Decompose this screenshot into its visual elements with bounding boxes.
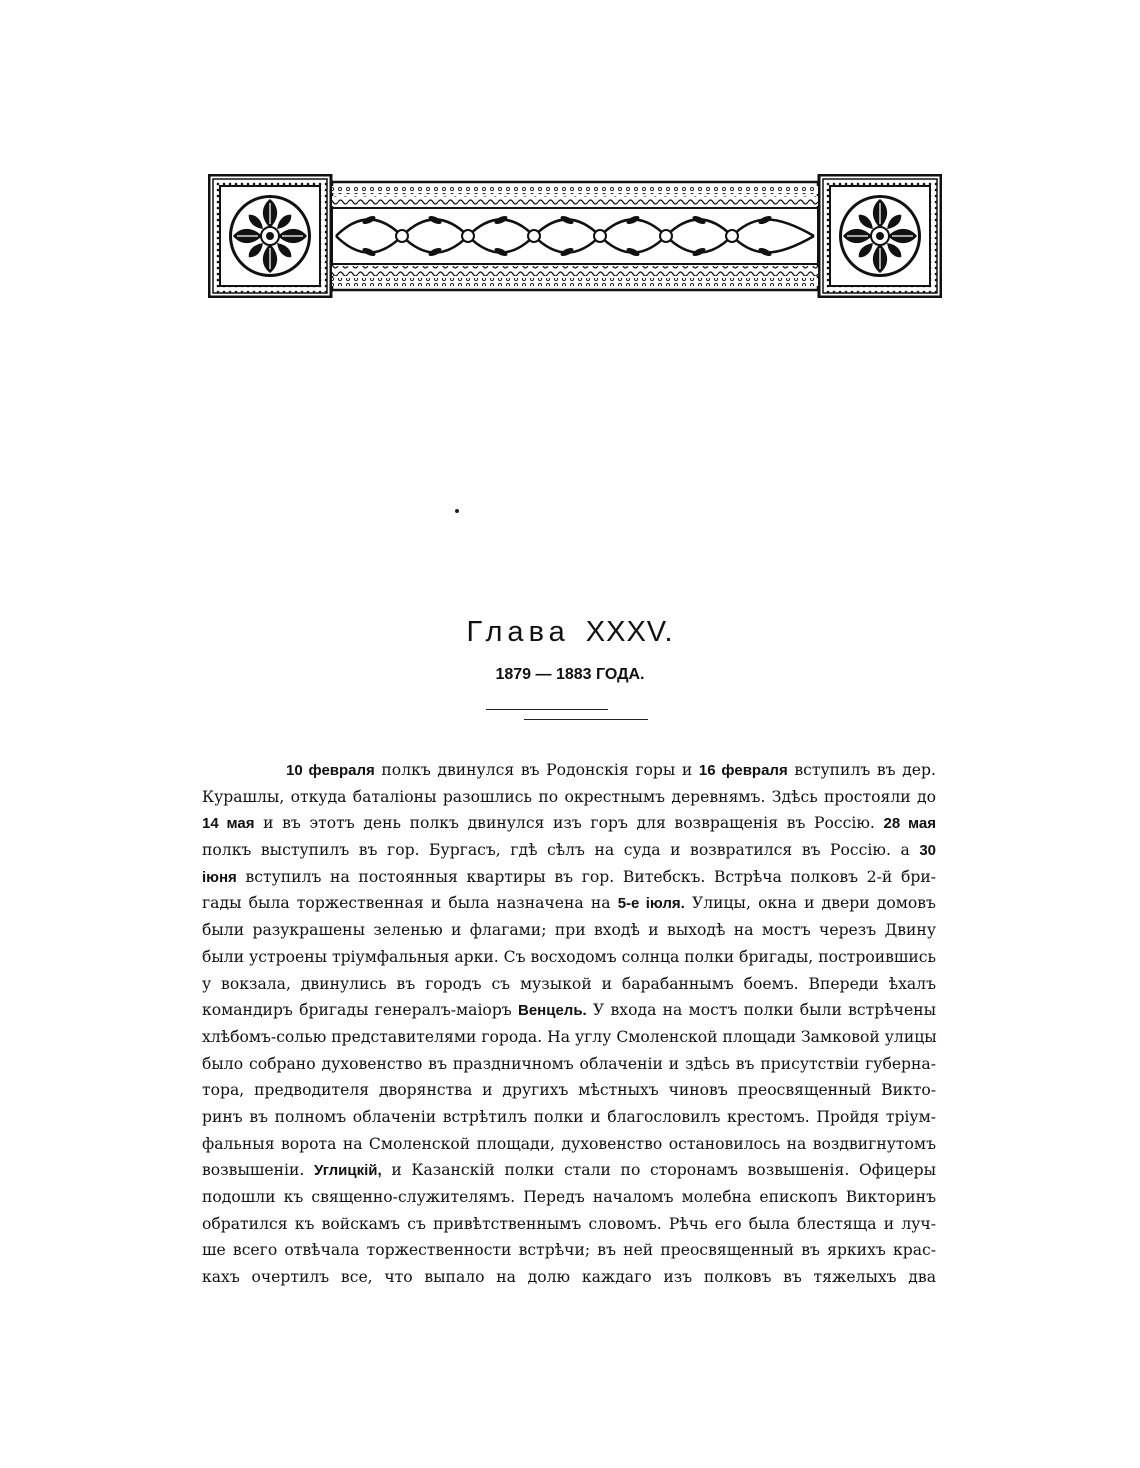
text-run: полкъ выступилъ въ гор. Бургасъ, гдѣ сѣлъ на суда и возвратился въ Россію. а [202, 841, 920, 860]
text-line [202, 1077, 936, 1104]
text-run: тора, предводителя дворянства и другихъ мѣстныхъ чиновъ преосвященный Викто- [202, 1081, 936, 1100]
chapter-years: 1879 — 1883 ГОДА. [495, 666, 645, 683]
text-run: у вокзала, двинулись въ городъ съ музыкой и барабаннымъ боемъ. Впереди ѣхалъ [202, 974, 936, 993]
text-line [202, 784, 936, 811]
text-line [202, 1157, 936, 1184]
text-line [202, 944, 936, 971]
text-line [202, 757, 936, 784]
text-line [202, 1051, 936, 1078]
text-run: возвышеніи. [202, 1161, 314, 1180]
body-paragraph [202, 757, 936, 1291]
text-line [202, 997, 936, 1024]
bold-run: 10 февраля [286, 762, 375, 779]
text-line [202, 810, 936, 837]
bold-run: Углицкій, [313, 1162, 382, 1180]
left-corner-rosette-panel [209, 175, 331, 297]
chapter-title [0, 616, 1140, 649]
print-speck [455, 509, 459, 513]
chapter-title-word: Глава [466, 616, 570, 648]
text-line [202, 890, 936, 917]
text-line [202, 837, 936, 864]
bold-run: іюня [202, 868, 237, 886]
text-run: и Казанскій полки стали по сторонамъ возвышенія. Офицеры [381, 1161, 936, 1180]
text-run: ше всего отвѣчала торжественности встрѣчи; въ ней преосвященный въ яркихъ крас- [202, 1241, 936, 1260]
bold-run: 28 мая [883, 815, 936, 833]
headpiece-ornament [208, 174, 942, 298]
title-rule-upper [486, 709, 608, 710]
text-run: ринъ въ полномъ облаченіи встрѣтилъ полки и благословилъ крестомъ. Пройдя тріум- [202, 1107, 936, 1126]
text-run: хлѣбомъ-солью представителями города. На углу Смоленской площади Замковой улицы [202, 1027, 937, 1046]
text-run: были устроены тріумфальныя арки. Съ восходомъ солнца полки бригады, построившись [202, 947, 937, 966]
text-run: кахъ очертилъ все, что выпало на долю каждаго изъ полковъ въ тяжелыхъ два [202, 1268, 936, 1287]
text-run: обратился къ войскамъ съ привѣтственнымъ словомъ. Рѣчь его была блестяща и луч- [202, 1214, 936, 1233]
text-run: полкъ двинулся въ Родонскія горы и [374, 761, 699, 779]
text-run: командиръ бригады генералъ-маіоръ [202, 1001, 518, 1020]
text-run: вступилъ въ дер. [787, 761, 936, 779]
center-vine-band [332, 182, 818, 290]
text-run: было собрано духовенство въ праздничномъ облаченіи и здѣсь въ присутствіи губерна- [202, 1054, 936, 1073]
right-corner-rosette-panel [819, 175, 941, 297]
text-line [202, 1264, 936, 1291]
text-run: вступилъ на постоянныя квартиры въ гор. Витебскъ. Встрѣча полковъ 2-й бри- [236, 867, 936, 886]
text-line [202, 971, 936, 998]
text-run: подошли къ священно-служителямъ. Передъ началомъ молебна епископъ Викторинъ [202, 1188, 936, 1206]
bold-run: 14 мая [202, 815, 255, 833]
text-line [202, 1024, 936, 1051]
text-line [202, 1211, 936, 1238]
text-run: были разукрашены зеленью и флагами; при входѣ и выходѣ на мостъ черезъ Двину [202, 921, 936, 940]
text-run: У входа на мостъ полки были встрѣчены [586, 1001, 936, 1020]
text-line [202, 917, 936, 944]
text-line [202, 1237, 936, 1264]
bold-run: Венцель. [518, 1002, 587, 1020]
bold-run: 30 [919, 842, 936, 860]
text-line [202, 1184, 936, 1211]
text-line [202, 1131, 936, 1158]
text-line [202, 864, 936, 891]
text-run: гады была торжественная и была назначена на [202, 894, 618, 913]
text-run: и въ этотъ день полкъ двинулся изъ горъ для возвращенія въ Россію. [254, 814, 884, 833]
bold-run: 16 февраля [698, 762, 788, 779]
text-run: фальныя ворота на Смоленской площади, духовенство остановилось на воздвигнутомъ [202, 1134, 936, 1153]
chapter-title-number: XXXV. [585, 616, 674, 648]
bold-run: 5-е іюля. [617, 895, 685, 913]
text-line [202, 1104, 936, 1131]
text-run: Курашлы, откуда баталіоны разошлись по окрестнымъ деревнямъ. Здѣсь простояли до [202, 787, 936, 806]
text-run: Улицы, окна и двери домовъ [684, 894, 936, 913]
title-rule-lower [524, 719, 648, 720]
